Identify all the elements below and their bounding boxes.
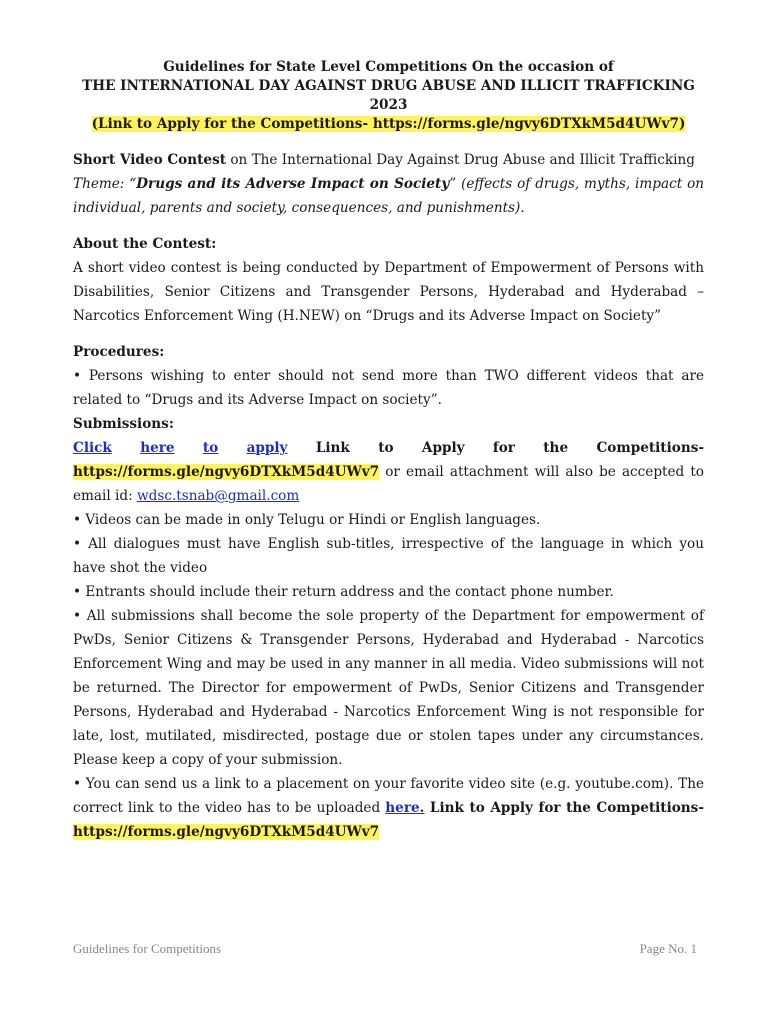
intro-rest: on The International Day Against Drug Abuse and Illicit Trafficking [226, 152, 695, 168]
apply-text-word: the [543, 440, 569, 456]
submissions-url-paragraph [73, 460, 704, 508]
click-here-link-word[interactable]: to [202, 440, 219, 456]
about-heading: About the Contest: [73, 236, 217, 252]
submission-bullet: • Videos can be made in only Telugu or Hindi or English languages. [73, 512, 541, 528]
apply-text-word: to [378, 440, 394, 456]
document-page [73, 58, 704, 844]
email-link[interactable]: wdsc.tsnab@gmail.com [137, 488, 300, 504]
apply-label: Link to Apply for the Competitions- [424, 800, 704, 816]
title-line-1: Guidelines for State Level Competitions On the occasion of [163, 59, 614, 75]
procedures-heading: Procedures: [73, 344, 165, 360]
submission-bullet: • All submissions shall become the sole property of the Department for empowerment of PwDs, Senior Citizens & Transgender Persons, Hyderabad and Hyderabad - Narcotics Enforcement Wing and may be used in any manner in all media. Video submissions will not be returned. The Director for empowerment of PwDs, Senior Citizens and Transgender Persons, Hyderabad and Hyderabad - Narcotics Enforcement Wing is not responsible for late, lost, mutilated, misdirected, postage due or stolen tapes under any circumstances. Please keep a copy of your submission. [73, 608, 704, 768]
apply-text-word: Apply [421, 440, 465, 456]
submissions-link-line [73, 436, 704, 460]
submission-bullet-last [73, 772, 704, 844]
form-url-bottom[interactable]: https://forms.gle/ngvy6DTXkM5d4UWv7 [73, 824, 380, 840]
email-intro: or email attachment will also be accepted to email id: [73, 464, 704, 504]
form-url[interactable]: https://forms.gle/ngvy6DTXkM5d4UWv7 [73, 464, 380, 480]
page-footer [73, 941, 697, 957]
here-link[interactable]: here. [385, 800, 425, 816]
apply-text-word: for [492, 440, 515, 456]
contest-name: Short Video Contest [73, 152, 226, 168]
apply-text-word: Link [315, 440, 350, 456]
theme-description: ” (effects of drugs, myths, impact on individual, parents and society, consequences, and punishments). [73, 176, 705, 216]
submissions-heading: Submissions: [73, 416, 174, 432]
click-here-link-word[interactable]: apply [246, 440, 288, 456]
intro-paragraph [73, 148, 704, 172]
click-here-link-word[interactable]: here [140, 440, 175, 456]
theme-paragraph [73, 172, 704, 220]
theme-title: Drugs and its Adverse Impact on Society [136, 176, 450, 192]
footer-title: Guidelines for Competitions [73, 941, 222, 956]
click-here-link-word[interactable]: Click [73, 440, 112, 456]
about-body: A short video contest is being conducted by Department of Empowerment of Persons with Disabilities, Senior Citizens and Transgender Persons, Hyderabad and Hyderabad – Narcotics Enforcement Wing (H.NEW) on “Drugs and its Adverse Impact on Society” [73, 260, 704, 324]
title-apply-link[interactable]: (Link to Apply for the Competitions- https://forms.gle/ngvy6DTXkM5d4UWv7) [91, 116, 686, 132]
submission-bullet: • Entrants should include their return address and the contact phone number. [73, 584, 614, 600]
procedures-item: • Persons wishing to enter should not send more than TWO different videos that are related to “Drugs and its Adverse Impact on society”. [73, 368, 704, 408]
theme-label: Theme: “ [73, 176, 137, 192]
page-number: Page No. 1 [639, 941, 697, 956]
document-title [73, 58, 704, 134]
submission-bullet: • All dialogues must have English sub-titles, irrespective of the language in which you have shot the video [73, 536, 704, 576]
title-line-2: THE INTERNATIONAL DAY AGAINST DRUG ABUSE AND ILLICIT TRAFFICKING 2023 [82, 78, 695, 113]
video-site-text: • You can send us a link to a placement on your favorite video site (e.g. youtube.com). The correct link to the video has to be uploaded [73, 776, 704, 816]
apply-text-word: Competitions- [596, 440, 704, 456]
